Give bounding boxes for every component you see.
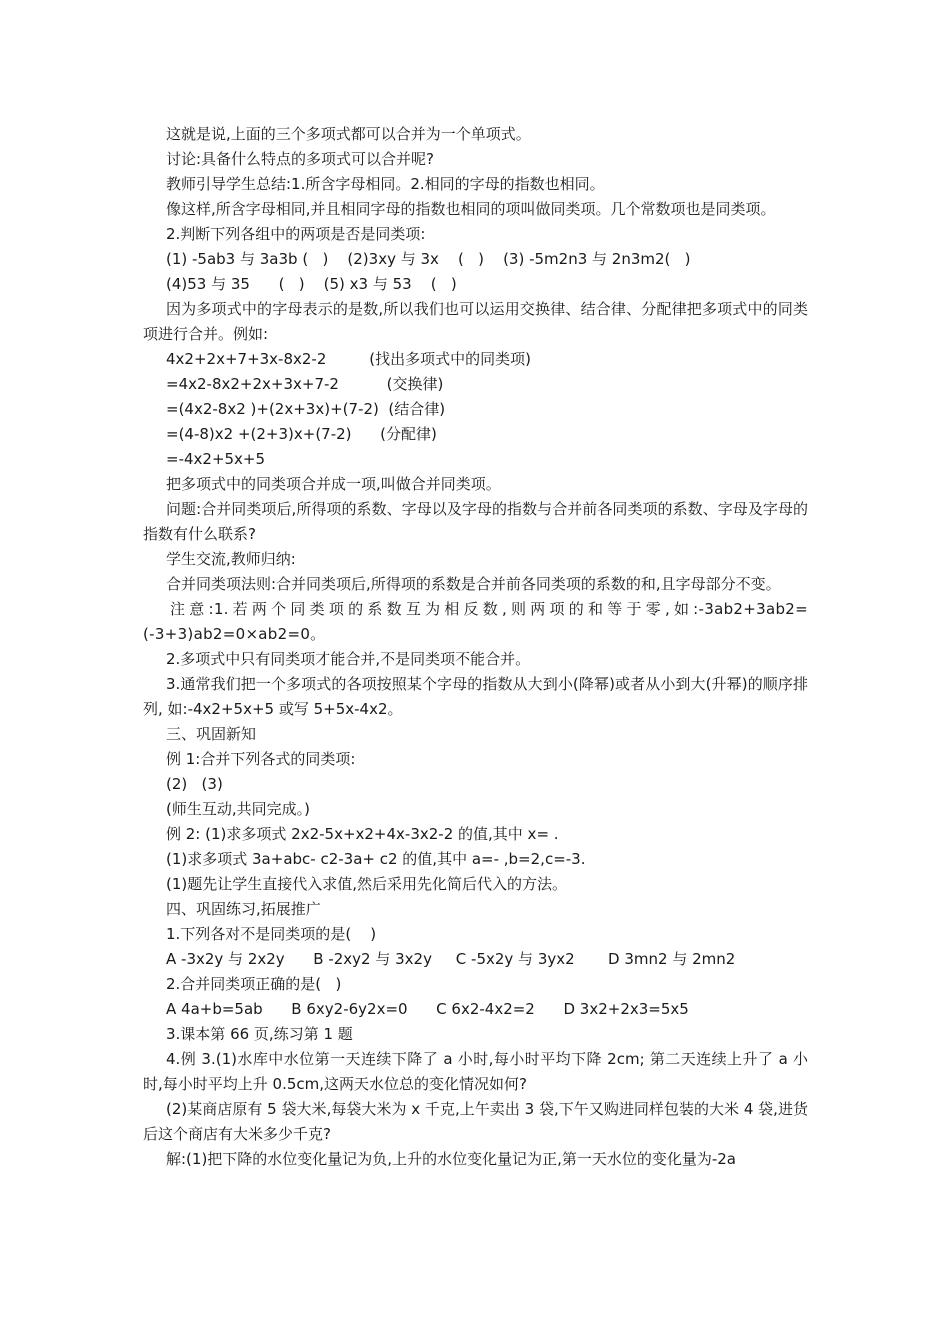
paragraph: (4)53 与 35 ( ) (5) x3 与 53 ( ) (166, 275, 457, 293)
paragraph: 3.课本第 66 页,练习第 1 题 (166, 1025, 353, 1043)
section-heading: 四、巩固练习,拓展推广 (166, 900, 321, 918)
paragraph: 4.例 3.(1)水库中水位第一天连续下降了 a 小时,每小时平均下降 2cm; 第二天连续上升了 a 小时,每小时平均上升 0.5cm,这两天水位总的变化情况如何? (143, 1050, 808, 1093)
paragraph: 例 1:合并下列各式的同类项: (166, 750, 356, 768)
paragraph: 2.判断下列各组中的两项是否是同类项: (166, 225, 426, 243)
section-heading: 三、巩固新知 (166, 725, 257, 743)
paragraph: 学生交流,教师归纳: (166, 550, 296, 568)
paragraph: 合并同类项法则:合并同类项后,所得项的系数是合并前各同类项的系数的和,且字母部分不变。 (166, 575, 781, 593)
paragraph: 把多项式中的同类项合并成一项,叫做合并同类项。 (166, 475, 501, 493)
paragraph: 3.通常我们把一个多项式的各项按照某个字母的指数从大到小(降幂)或者从小到大(升幂)的顺序排列, 如:-4x2+5x+5 或写 5+5x-4x2。 (143, 675, 808, 718)
paragraph: (2)某商店原有 5 袋大米,每袋大米为 x 千克,上午卖出 3 袋,下午又购进同样包装的大米 4 袋,进货后这个商店有大米多少千克? (143, 1100, 808, 1143)
paragraph: 例 2: (1)求多项式 2x2-5x+x2+4x-3x2-2 的值,其中 x= . (166, 825, 559, 843)
paragraph: (1)题先让学生直接代入求值,然后采用先化简后代入的方法。 (166, 875, 568, 893)
paragraph: 因为多项式中的字母表示的是数,所以我们也可以运用交换律、结合律、分配律把多项式中的同类项进行合并。例如: (143, 300, 808, 343)
paragraph: 问题:合并同类项后,所得项的系数、字母以及字母的指数与合并前各同类项的系数、字母及字母的指数有什么联系? (143, 500, 808, 543)
question: 2.合并同类项正确的是( ) (166, 975, 342, 993)
paragraph: (1) -5ab3 与 3a3b ( ) (2)3xy 与 3x ( ) (3) -5m2n3 与 2n3m2( ) (166, 250, 691, 268)
paragraph: (师生互动,共同完成。) (166, 800, 310, 818)
paragraph: 注意:1.若两个同类项的系数互为相反数,则两项的和等于零,如:-3ab2+3ab2=(-3+3)ab2=0×ab2=0。 (143, 600, 808, 643)
answer-options: A -3x2y 与 2x2y B -2xy2 与 3x2y C -5x2y 与 3yx2 D 3mn2 与 2mn2 (166, 950, 736, 968)
answer-options: A 4a+b=5ab B 6xy2-6y2x=0 C 6x2-4x2=2 D 3x2+2x3=5x5 (166, 1000, 689, 1018)
paragraph: 解:(1)把下降的水位变化量记为负,上升的水位变化量记为正,第一天水位的变化量为-2a (166, 1150, 736, 1168)
equation-line: =-4x2+5x+5 (166, 450, 266, 468)
paragraph: 教师引导学生总结:1.所含字母相同。2.相同的字母的指数也相同。 (166, 175, 605, 193)
document-page (143, 122, 808, 1172)
equation-line: =4x2-8x2+2x+3x+7-2 (交换律) (166, 375, 444, 393)
paragraph: (1)求多项式 3a+abc- c2-3a+ c2 的值,其中 a=- ,b=2,c=-3. (166, 850, 586, 868)
question: 1.下列各对不是同类项的是( ) (166, 925, 377, 943)
equation-line: =(4-8)x2 +(2+3)x+(7-2) (分配律) (166, 425, 437, 443)
paragraph: 这就是说,上面的三个多项式都可以合并为一个单项式。 (166, 125, 531, 143)
paragraph: 2.多项式中只有同类项才能合并,不是同类项不能合并。 (166, 650, 531, 668)
equation-line: 4x2+2x+7+3x-8x2-2 (找出多项式中的同类项) (166, 350, 532, 368)
equation-line: =(4x2-8x2 )+(2x+3x)+(7-2) (结合律) (166, 400, 446, 418)
paragraph: 像这样,所含字母相同,并且相同字母的指数也相同的项叫做同类项。几个常数项也是同类项。 (166, 200, 776, 218)
paragraph: 讨论:具备什么特点的多项式可以合并呢? (166, 150, 435, 168)
paragraph: (2) (3) (166, 775, 223, 793)
